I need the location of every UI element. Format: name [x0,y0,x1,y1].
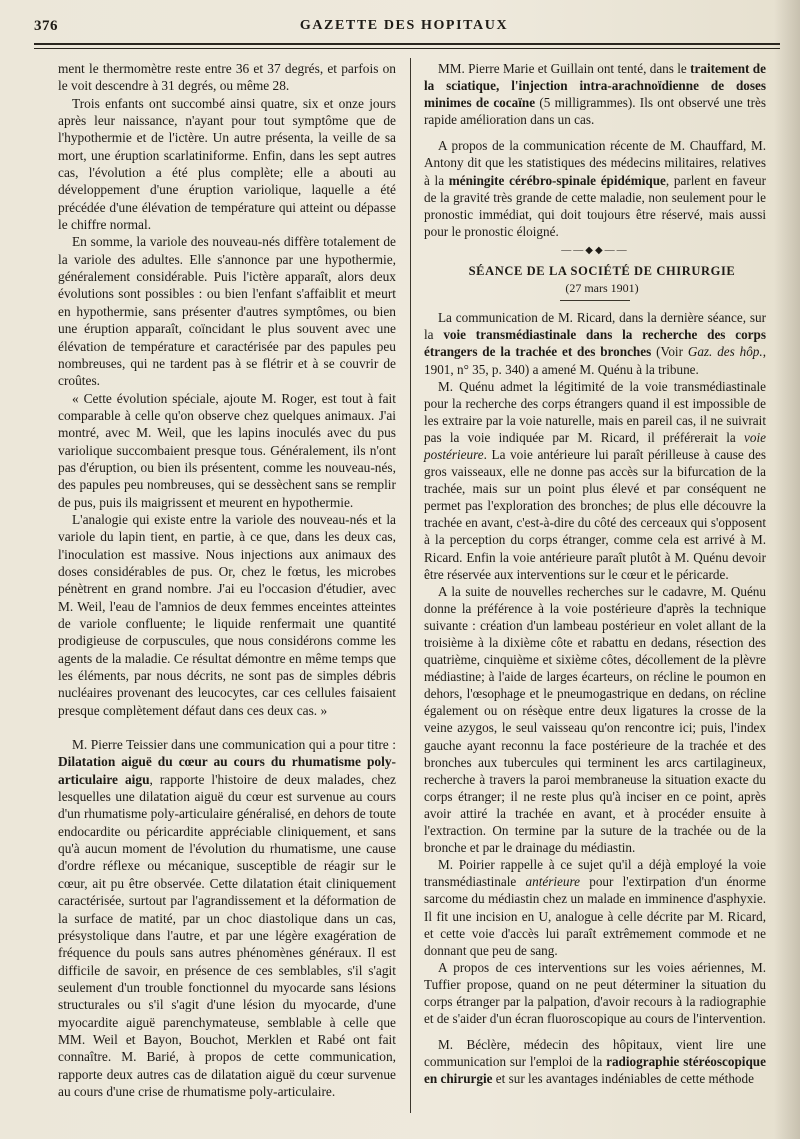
right-column [424,60,766,1087]
text-run: , parlent en faveur de la gravité très grande de cette maladie, non seulement pour le pronostic immédiat, qui doit toujours être réservé, mais aussi pour le pronostic éloigné. [424,172,766,239]
left-column [58,60,396,1100]
italic-term: voie postérieure [424,429,766,462]
header-rule-thin [34,48,780,49]
paragraph-ricard [424,309,766,377]
paragraph: « Cette évolution spéciale, ajoute M. Roger, est tout à fait comparable à celle qu'on observe chez quelques animaux. J'ai montré, avec M. Weil, que les lapins inoculés avec du pus variolique succombaient presque tous. Généralement, ils n'ont pas d'éruption, ou bien ils présentent, comme les nouveau-nés, des papules peu nombreuses, qui se dessèchent sans se remplir de pus, puis ils maigrissent et meurent en hypothermie. [58,390,396,510]
journal-title: GAZETTE DES HOPITAUX [299,18,509,33]
paragraph: L'analogie qui existe entre la variole des nouveau-nés et la variole du lapin tient, en partie, à ce que, dans les deux cas, l'inoculation est massive. Nous injections aux animaux des doses considérables de pus. Or, chez le fœtus, les microbes pénètrent en grand nombre. J'ai eu l'occasion d'étudier, avec M. Weil, l'eau de l'amnios de deux femmes enceintes atteintes de variole confluente; le liquide renfermait une quantité prodigieuse de corpuscules, que nous considérons comme les agents de la maladie. Ce résultat démontre en même temps que les éléments, par nous décrits, ne sont pas de simples débris nucléaires provenant des leucocytes, car ces cellules faisaient presque complètement défaut dans ces deux cas. » [58,511,396,718]
paragraph-beclere [424,1036,766,1087]
paragraph-antony [424,137,766,240]
text-run: M. Poirier rappelle à ce sujet qu'il a déjà employé la voie transmédiastinale [424,857,766,890]
text-run: MM. Pierre Marie et Guillain ont tenté, dans le [438,61,691,76]
bold-topic: méningite cérébro-spinale épidémique [448,172,666,188]
italic-term: antérieure [525,874,580,890]
paragraph: ment le thermomètre reste entre 36 et 37 degrés, et parfois on le voit descendre à 31 degrés, ou même 28. [58,61,396,94]
bold-topic: radiographie stéréoscopique en chirurgie [424,1054,766,1087]
text-run: . La voie antérieure lui paraît périlleuse à cause des gros vaisseaux, elle ne donne pas accès sur la bifurcation de la trachée, mais sur un point plus élevé et par conséquent ne permet pas l'exploration des bronches; de plus elle découvre la trachée en avant, c'est-à-dire du côté des cerceaux qui s'opposent à la perception du corps étranger, comme cela est arrivé à M. Ricard. Enfin la voie antérieure paraît plutôt à M. Quénu devoir être réservée aux interventions sur le cœur et le péricarde. [424,446,766,582]
text-run: M. Quénu admet la légitimité de la voie transmédiastinale pour la recherche des corps étrangers quand il est impossible de les extraire par la voie naturelle, mais en pareil cas, il ne suivrait pas la voie indiquée par M. Ricard, il préférerait la [424,378,766,445]
text-run: (5 milligrammes). Ils ont observé une très rapide amélioration dans un cas. [424,95,766,128]
text-run: , rapporte l'histoire de deux malades, chez lesquelles une dilatation aiguë du cœur est survenue au cours d'un rhumatisme poly-articulaire généralisé, en dehors de toute endocardite ou péricardite appréciable cliniquement, et sans qu'à aucun moment de l'évolution du rhumatisme, une cause d'ordre réflexe ou mécanique, susceptible de réagir sur le cœur, ait pu être observée. Cette dilatation était cliniquement caractérisée, surtout par l'agrandissement et la déformation de la surface de matité, par un choc diastolique dans un cas, présystolique dans l'autre, et par une légère exagération de fréquence du pouls sans autres phénomènes généraux. Il est difficile de savoir, en présence de ces semblables, s'il s'agit seulement d'un trouble fonctionnel du myocarde sans lésions structurales ou s'il s'agit d'une lésion du myocarde, d'une myocardite aiguë parenchymateuse, semblable à celle que MM. Weil et Bayon, Bouchot, Merklen et Rabé ont fait connaître. M. Barié, à propos de cette communication, rapporte deux autres cas de dilatation aiguë du cœur survenue au cours d'une crise de rhumatisme poly-articulaire. [58,771,396,1099]
paragraph-poirier [424,856,766,959]
paragraph: En somme, la variole des nouveau-nés diffère totalement de la variole des adultes. Elle s'annonce par une hypothermie, généralement considérable. Puis l'ictère apparaît, alors deux évolutions sont possibles : ou bien l'enfant s'affaiblit et meurt en hypothermie, sans présenter d'autres symptômes, ou bien une éruption apparaît, coïncidant le plus souvent avec une élévation de température et caractérisée par des papules peu nombreuses, qui ne tardent pas à se flétrir et à se couvrir de croûtes. [58,234,396,389]
bold-topic: traitement de la sciatique, l'injection intra-arachnoïdienne de doses minimes de cocaïne [424,61,766,111]
page-header [34,18,774,40]
paragraph: A la suite de nouvelles recherches sur le cadavre, M. Quénu donne la préférence à la voie postérieure d'après la technique suivante : création d'un lambeau postérieur en volet allant de la troisième à la dixième côte et rabattu en dedans, résection des quatrième, cinquième et sixième côtes, décollement de la plèvre médiastine; à l'aide de larges écarteurs, on récline le poumon en dehors, l'œsophage et le pneumogastrique en dedans, on récline également ou on résèque entre deux ligatures la crosse de la veine azygos, le seul vaisseau qu'on rencontre ici; puis, l'index gauche ayant reconnu la face postérieure de la trachée et des bronches aux tubercules qui terminent les arcs cartilagineux, recherche à travers la paroi membraneuse la situation exacte du corps étranger; il ne reste plus qu'à inciser en ce point, après avoir attiré la trachée en avant, et à procéder ensuite à l'extraction. On termine par la suture de la trachée ou de la bronche et par le drainage du médiastin. [424,583,766,856]
section-date: (27 mars 1901) [565,281,639,296]
column-divider [410,58,411,1113]
bold-topic: voie transmédiastinale dans la recherche des corps étrangers de la trachée et des bronches [424,327,766,360]
paragraph-quenu [424,378,766,583]
paragraph: A propos de ces interventions sur les voies aériennes, M. Tuffier propose, quand on ne peut déterminer la situation du corps étranger par la palpation, d'avoir recours à la radiographie et de s'aider d'un écran fluoroscopique au cours de l'intervention. [424,959,766,1027]
paragraph: Trois enfants ont succombé ainsi quatre, six et onze jours après leur naissance, n'ayant pour tout symptôme que de l'hypothermie et de l'ictère. Un autre présenta, la veille de sa mort, une éruption scarlatiniforme. Enfin, dans les sept autres cas, l'évolution a été plus complète; elle a abouti au développement d'une éruption variolique, laquelle a été précédée d'une élévation de température qui atteint ou dépasse le chiffre normal. [58,95,396,233]
text-run: (Voir [651,344,688,360]
bold-topic: Dilatation aiguë du cœur au cours du rhumatisme poly-articulaire aigu [58,754,396,787]
italic-citation: Gaz. des hôp. [687,344,763,360]
paragraph-teissier [58,736,396,1100]
text-run: pour l'extirpation d'un énorme sarcome du médiastin chez un malade en imminence d'asphyxie. Il fit une incision en U, analogue à celle décrite par M. Ricard, et cette voie d'accès lui paraît extrêmement commode et ne donnant que peu de sang. [424,874,767,958]
header-rule [34,43,780,45]
text-run: M. Béclère, médecin des hôpitaux, vient lire une communication sur l'emploi de la [424,1037,766,1070]
text-run: , 1901, n° 35, p. 340) a amené M. Quénu à la tribune. [424,344,766,377]
section-ornament: ——◆◆—— [561,244,629,256]
text-run: A propos de la communication récente de M. Chauffard, M. Antony dit que les statistiques des médecins militaires, relatives à la [424,138,766,188]
text-run: et sur les avantages indéniables de cette méthode [492,1071,754,1087]
section-title: SÉANCE DE LA SOCIÉTÉ DE CHIRURGIE [468,264,736,279]
text-run: La communication de M. Ricard, dans la dernière séance, sur la [424,310,766,343]
paragraph-marie-guillain [424,60,766,128]
section-rule [560,300,630,301]
text-run: M. Pierre Teissier dans une communication qui a pour titre : [72,737,396,753]
page-number: 376 [34,18,58,34]
